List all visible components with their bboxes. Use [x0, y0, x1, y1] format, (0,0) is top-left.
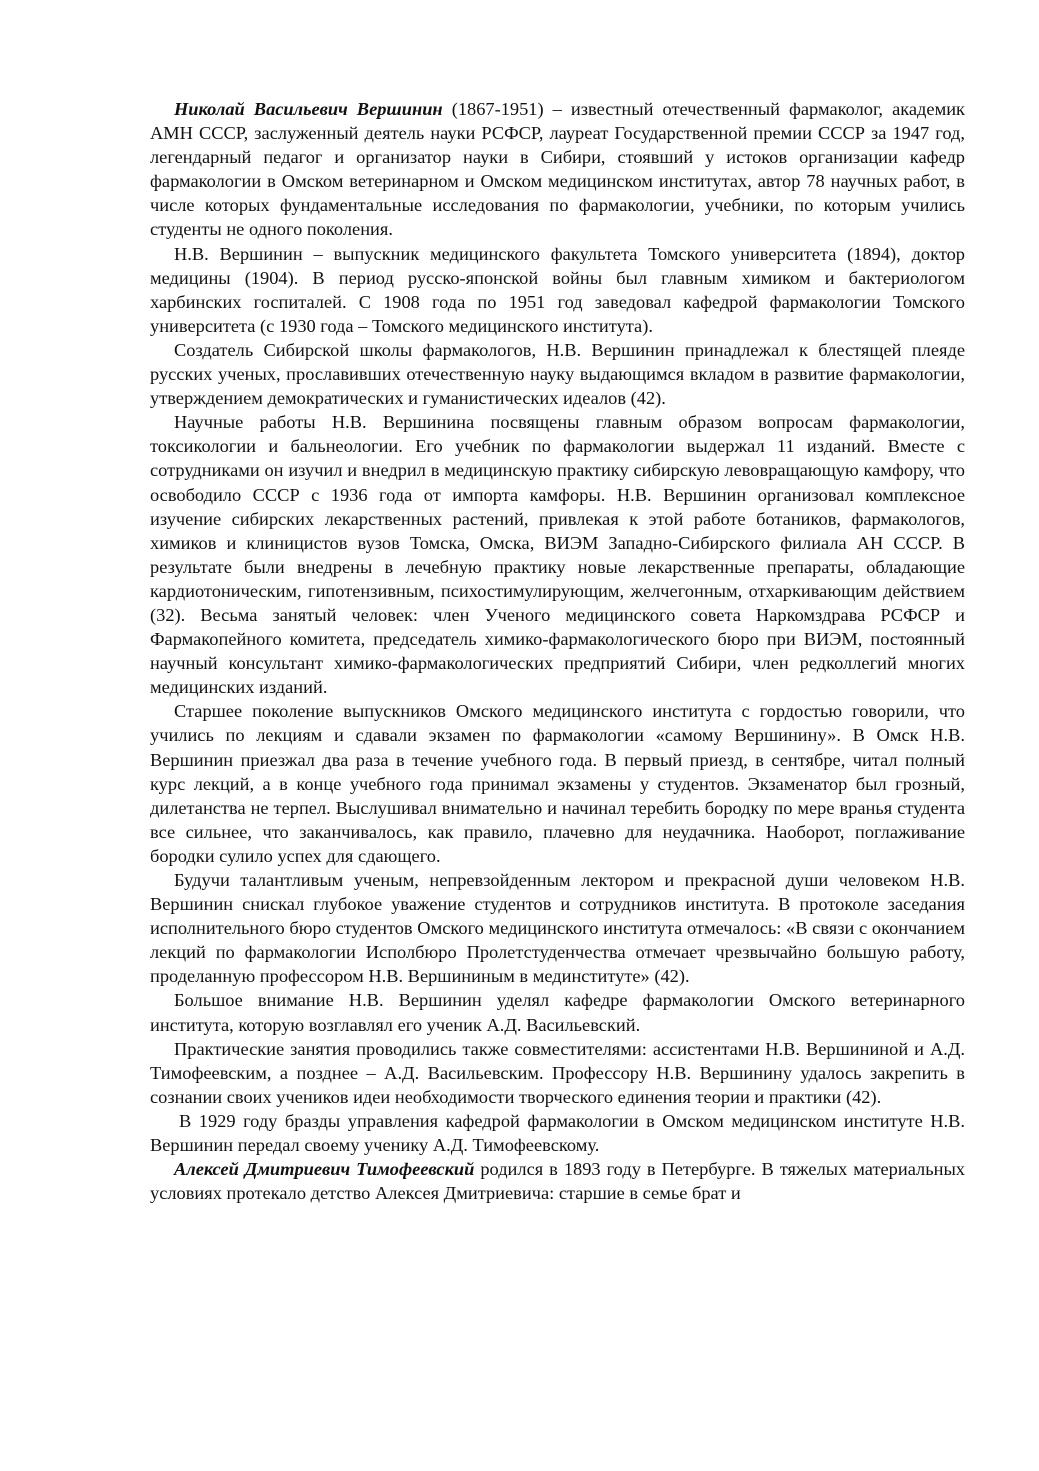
paragraph-omsk-lectures: Старшее поколение выпускников Омского медицинского института с гордостью говорили, что учились по лекциям и сдавали экзамен по фармакологии «самому Вершинину». В Омск Н.В. Вершинин приезжал два раза в течение учебного года. В первый приезд, в сентябре, читал полный курс лекций, а в конце учебного года принимал экзамены у студентов. Экзаменатор был грозный, дилетанства не терпел. Выслушивал внимательно и начинал теребить бородку по мере вранья студента все сильнее, что заканчивалось, как правило, плачевно для неудачника. Наоборот, поглаживание бородки сулило успех для сдающего.: [150, 701, 965, 866]
paragraph-siberian-school: Создатель Сибирской школы фармакологов, Н.В. Вершинин принадлежал к блестящей плеяде русских ученых, прославивших отечественную науку выдающимся вкладом в развитие фармакологии, утверждением демократических и гуманистических идеалов (42).: [150, 339, 965, 409]
person-name-timofeevsky: Алексей Дмитриевич Тимофеевский: [174, 1159, 475, 1180]
paragraph-veterinary-institute: Большое внимание Н.В. Вершинин уделял кафедре фармакологии Омского ветеринарного института, которую возглавлял его ученик А.Д. Васильевский.: [150, 990, 965, 1035]
document-page: [150, 97, 965, 1205]
paragraph-timofeevsky-intro: [150, 1157, 965, 1205]
paragraph-respect: Будучи талантливым ученым, непревзойденным лектором и прекрасной души человеком Н.В. Вершинин снискал глубокое уважение студентов и сотрудников института. В протоколе заседания исполнительного бюро студентов Омского медицинского института отмечалось: «В связи с окончанием лекций по фармакологии Исполбюро Пролетстуденчества отмечает чрезвычайно большую работу, проделанную профессором Н.В. Вершининым в мединституте» (42).: [150, 870, 965, 987]
paragraph-practical-classes: Практические занятия проводились также совместителями: ассистентами Н.В. Вершининой и А.Д. Тимофеевским, а позднее – А.Д. Васильевским. Профессору Н.В. Вершинину удалось закрепить в сознании своих учеников идеи необходимости творческого единения теории и практики (42).: [150, 1038, 965, 1107]
person-name-vershinin: Николай Васильевич Вершинин: [174, 99, 443, 119]
paragraph-text: (1867-1951) – известный отечественный фармаколог, академик АМН СССР, заслуженный деятель науки РСФСР, лауреат Государственной премии СССР за 1947 год, легендарный педагог и организатор науки в Сибири, стоявший у истоков организации кафедр фармакологии в Омском ветеринарном и Омском медицинском институтах, автор 78 научных работ, в числе которых фундаментальные исследования по фармакологии, учебники, по которым учились студенты не одного поколения.: [150, 99, 965, 240]
paragraph-vershinin-education: Н.В. Вершинин – выпускник медицинского факультета Томского университета (1894), доктор медицины (1904). В период русско-японской войны был главным химиком и бактериологом харбинских госпиталей. С 1908 года по 1951 год заведовал кафедрой фармакологии Томского университета (с 1930 года – Томского медицинского института).: [150, 243, 965, 336]
paragraph-vershinin-intro: [150, 97, 965, 242]
paragraph-scientific-works: Научные работы Н.В. Вершинина посвящены главным образом вопросам фармакологии, токсикологии и бальнеологии. Его учебник по фармакологии выдержал 11 изданий. Вместе с сотрудниками он изучил и внедрил в медицинскую практику сибирскую левовращающую камфору, что освободило СССР с 1936 года от импорта камфоры. Н.В. Вершинин организовал комплексное изучение сибирских лекарственных растений, привлекая к этой работе ботаников, фармакологов, химиков и клиницистов вузов Томска, Омска, ВИЭМ Западно-Сибирского филиала АН СССР. В результате были внедрены в лечебную практику новые лекарственные препараты, обладающие кардиотоническим, гипотензивным, психостимулирующим, желчегонным, отхаркивающим действием (32). Весьма занятый человек: член Ученого медицинского совета Наркомздрава РСФСР и Фармакопейного комитета, председатель химико-фармакологического бюро при ВИЭМ, постоянный научный консультант химико-фармакологических предприятий Сибири, член редколлегий многих медицинских изданий.: [150, 412, 965, 698]
paragraph-1929-handover: В 1929 году бразды управления кафедрой фармакологии в Омском медицинском институте Н.В. Вершинин передал своему ученику А.Д. Тимофеевскому.: [150, 1110, 965, 1156]
paragraph-text: родился в 1893 году в Петербурге. В тяжелых материальных условиях протекало детство Алексея Дмитриевича: старшие в семье брат и: [150, 1159, 965, 1204]
